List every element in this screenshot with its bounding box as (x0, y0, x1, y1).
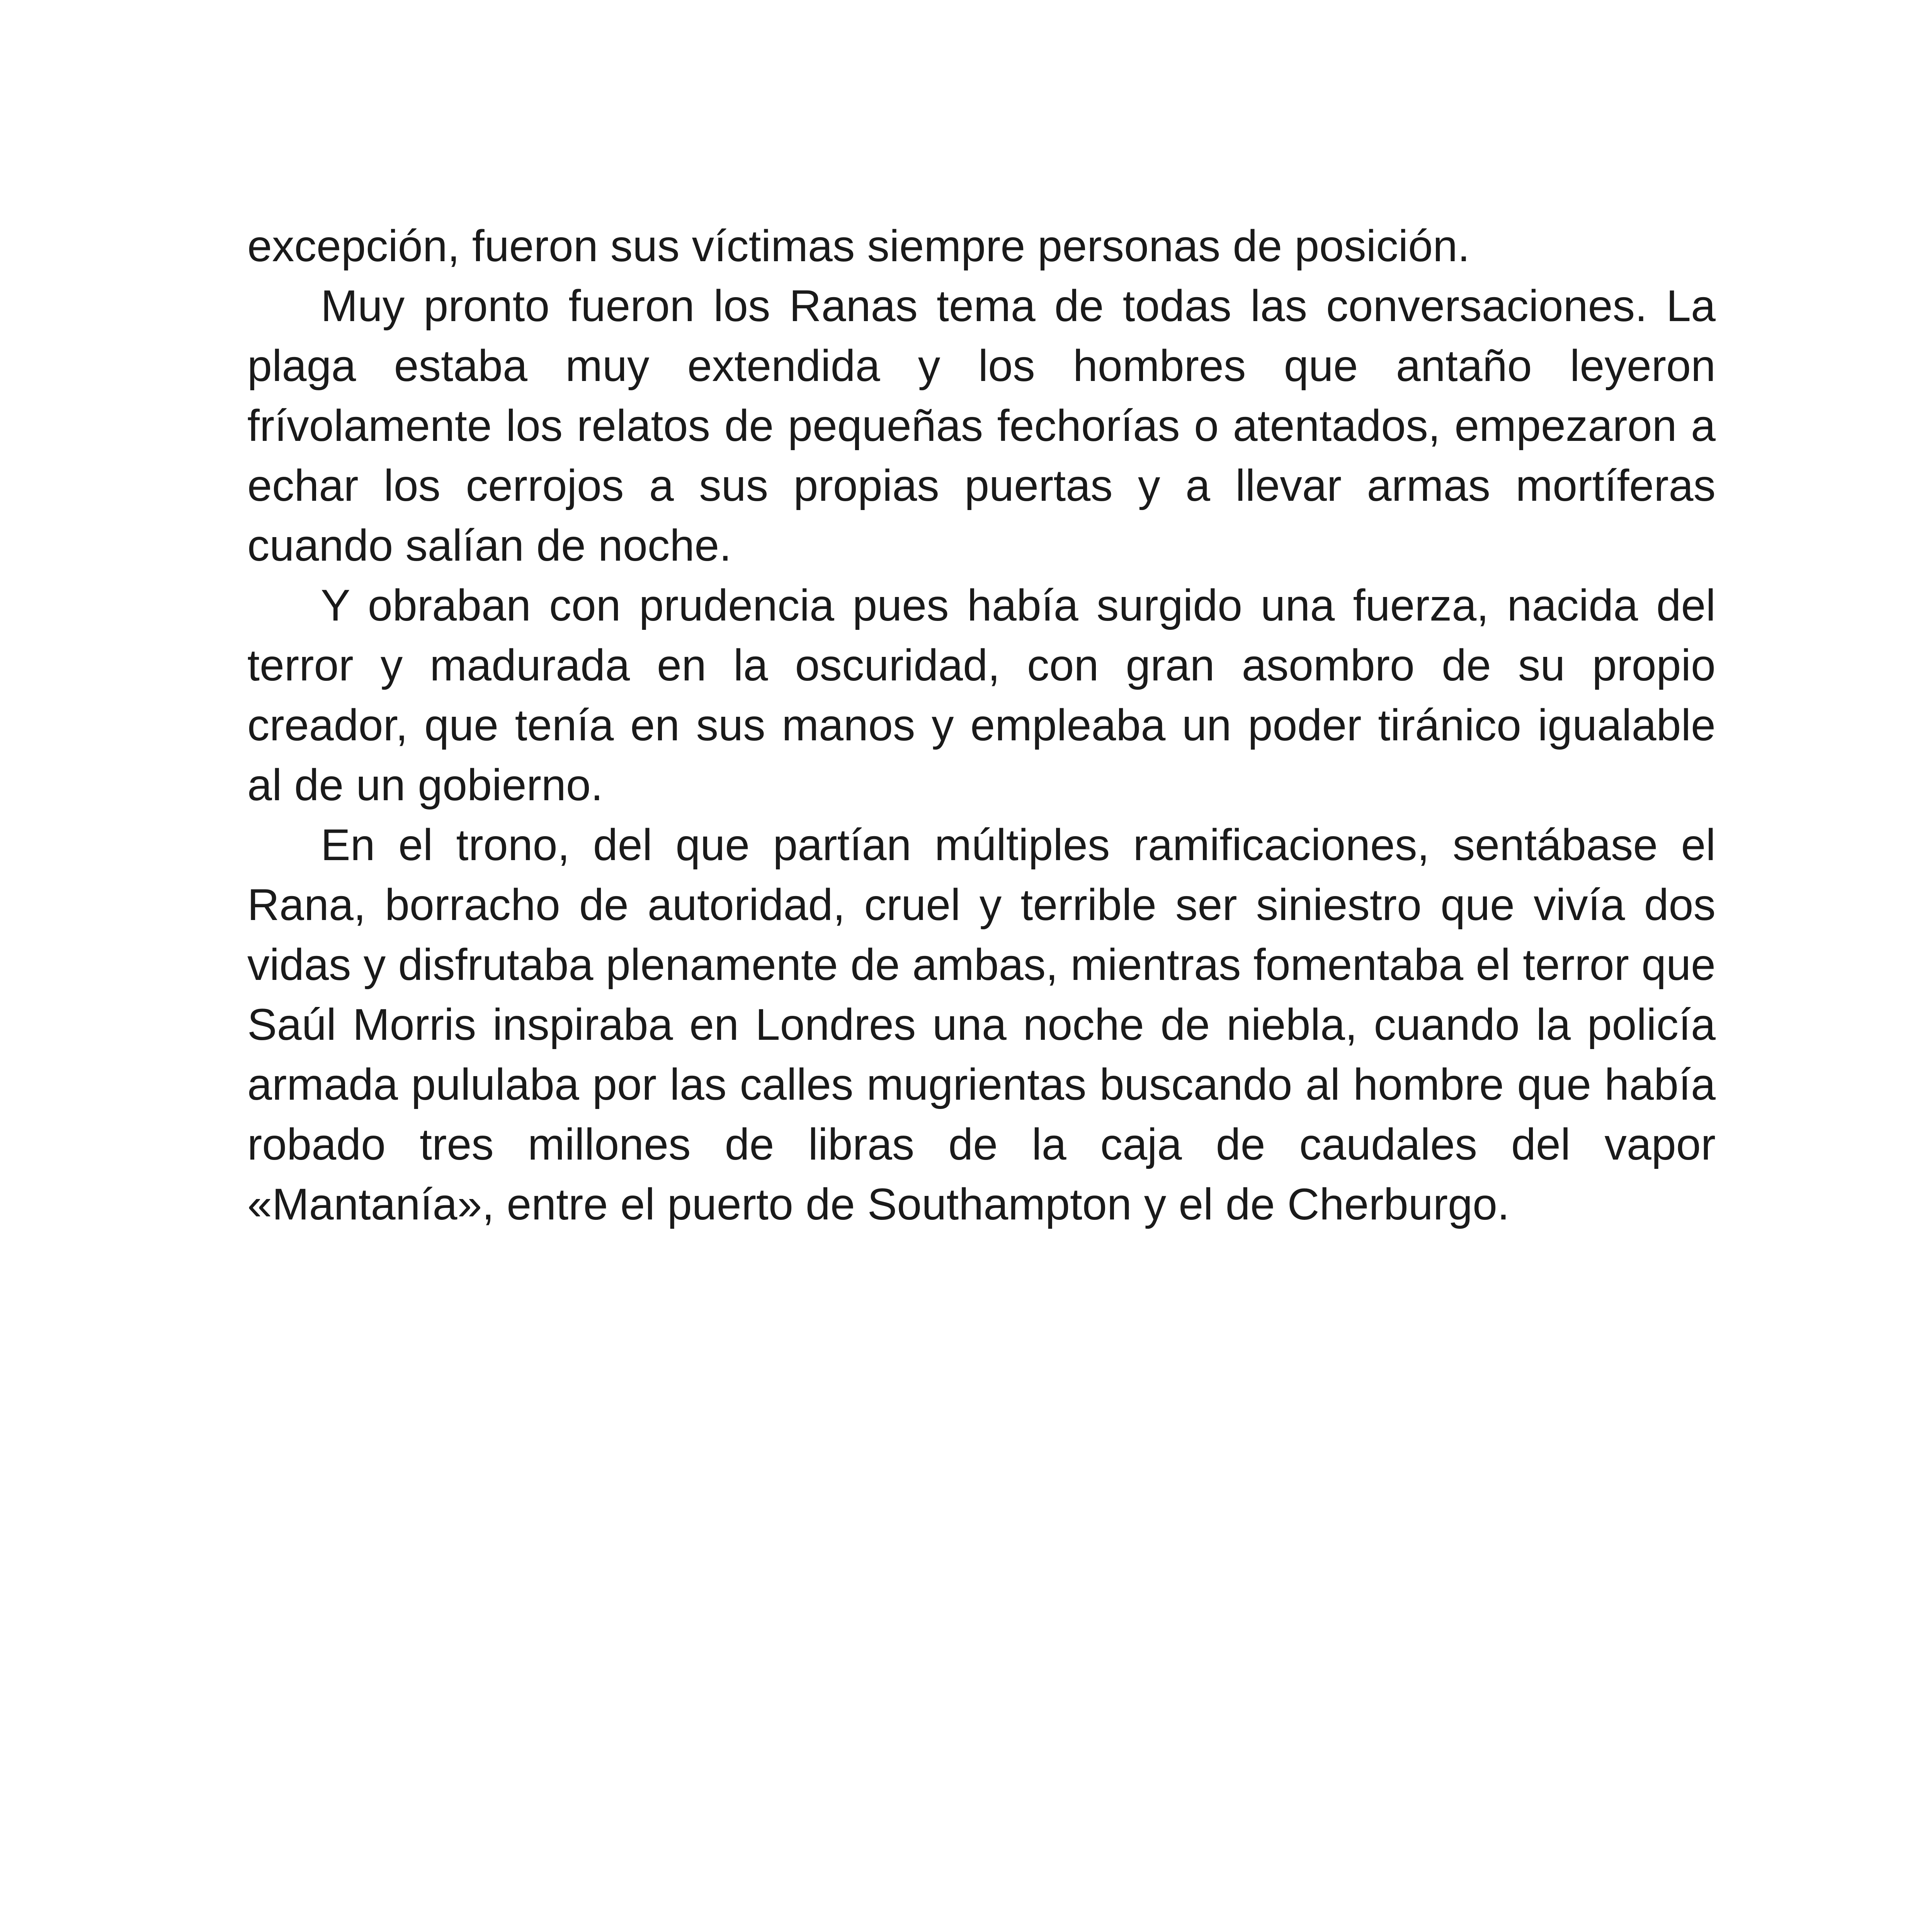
paragraph-2: Muy pronto fueron los Ranas tema de todas las conversaciones. La plaga estaba muy extendida y los hombres que antaño leyeron frívolamente los relatos de pequeñas fechorías o atentados, empezaron a echar los cerrojos a sus propias puertas y a llevar armas mortíferas cuando salían de noche. (247, 281, 1716, 570)
body-text (247, 216, 1716, 1235)
paragraph-3: Y obraban con prudencia pues había surgido una fuerza, nacida del terror y madurada en la oscuridad, con gran asombro de su propio creador, que tenía en sus manos y empleaba un poder tiránico igualable al de un gobierno. (247, 581, 1716, 810)
paragraph-1: excepción, fueron sus víctimas siempre personas de posición. (247, 221, 1470, 271)
paragraph-4: En el trono, del que partían múltiples ramificaciones, sentábase el Rana, borracho de autoridad, cruel y terrible ser siniestro que vivía dos vidas y disfrutaba plenamente de ambas, mientras fomentaba el terror que Saúl Morris inspiraba en Londres una noche de niebla, cuando la policía armada pululaba por las calles mugrientas buscando al hombre que había robado tres millones de libras de la caja de caudales del vapor «Mantanía», entre el puerto de Southampton y el de Cherburgo. (247, 820, 1716, 1229)
